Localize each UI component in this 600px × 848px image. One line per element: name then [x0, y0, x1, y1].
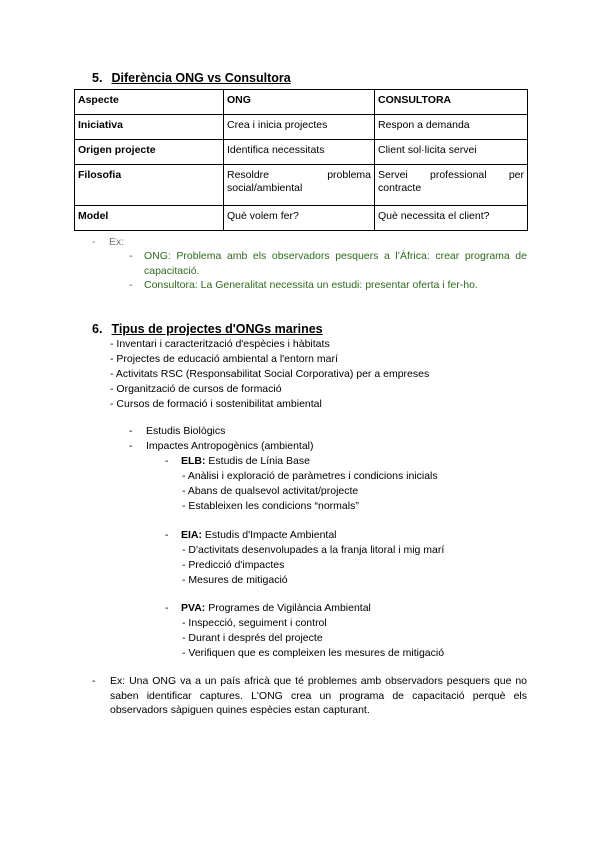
table-cell: Respon a demanda [375, 115, 528, 140]
elb-name: Estudis de Línia Base [208, 455, 310, 467]
study-type: Estudis Biològics [146, 425, 226, 437]
study-type: Impactes Antropogènics (ambiental) [146, 440, 314, 452]
table-row-label: Model [75, 206, 224, 231]
table-cell: Què volem fer? [224, 206, 375, 231]
bullet-dash: - [129, 440, 133, 452]
table-header-row [75, 90, 528, 115]
section-5-heading [92, 71, 291, 85]
section-6-heading [92, 322, 323, 336]
list-item: - Abans de qualsevol activitat/projecte [182, 485, 359, 497]
list-item: - Verifiquen que es compleixen les mesures de mitigació [182, 647, 445, 659]
list-item: - Predicció d'impactes [182, 559, 285, 571]
bullet-dash: - [129, 425, 133, 437]
table-header-cell: Aspecte [75, 90, 224, 115]
pva-abbr: PVA: [181, 602, 206, 614]
example-label: Ex: [109, 236, 125, 248]
section-6-title: Tipus de projectes d'ONGs marines [111, 322, 323, 336]
eia-abbr: EIA: [181, 529, 202, 541]
list-item: - Durant i després del projecte [182, 632, 323, 644]
bullet-dash: - [92, 236, 96, 248]
list-item: - Cursos de formació i sostenibilitat ambiental [110, 398, 322, 410]
pva-name: Programes de Vigilància Ambiental [208, 602, 371, 614]
list-item: - Activitats RSC (Responsabilitat Social Corporativa) per a empreses [110, 368, 430, 380]
table-row [75, 165, 528, 206]
table-row-label: Filosofia [75, 165, 224, 206]
eia-heading [181, 528, 337, 542]
example-ong: ONG: Problema amb els observadors pesquers a l’Àfrica: crear programa de capacitació. [144, 250, 527, 277]
table-row [75, 115, 528, 140]
list-item: - Projectes de educació ambiental a l'entorn marí [110, 353, 338, 365]
example-consultora: Consultora: La Generalitat necessita un estudi: presentar oferta i fer-ho. [144, 279, 478, 291]
table-row [75, 140, 528, 165]
bullet-dash: - [165, 455, 169, 467]
bullet-dash: - [129, 250, 133, 262]
table-cell: Crea i inicia projectes [224, 115, 375, 140]
table-row-label: Iniciativa [75, 115, 224, 140]
bullet-dash: - [165, 602, 169, 614]
eia-name: Estudis d'Impacte Ambiental [204, 529, 337, 541]
table-cell: Resoldre problema social/ambiental [224, 165, 375, 206]
table-row [75, 206, 528, 231]
table-cell: Què necessita el client? [375, 206, 528, 231]
elb-heading [181, 454, 310, 468]
comparison-table [74, 89, 528, 231]
bullet-dash: - [129, 279, 133, 291]
section-6-number: 6. [92, 322, 103, 336]
list-item: - Organització de cursos de formació [110, 383, 282, 395]
table-row-label: Origen projecte [75, 140, 224, 165]
table-cell: Servei professional per contracte [375, 165, 528, 206]
bullet-dash: - [165, 529, 169, 541]
table-cell: Client sol·licita servei [375, 140, 528, 165]
bullet-dash: - [92, 675, 96, 687]
table-header-cell: CONSULTORA [375, 90, 528, 115]
section-5-title: Diferència ONG vs Consultora [111, 71, 291, 85]
table-cell: Identifica necessitats [224, 140, 375, 165]
list-item: - D'activitats desenvolupades a la franja litoral i mig marí [182, 544, 445, 556]
list-item: - Mesures de mitigació [182, 574, 288, 586]
table-header-cell: ONG [224, 90, 375, 115]
section-5-number: 5. [92, 71, 103, 85]
pva-heading [181, 601, 371, 615]
list-item: - Estableixen les condicions “normals” [182, 500, 359, 512]
final-example: Ex: Una ONG va a un país africà que té problemes amb observadors pesquers que no saben identificar captures. L'ONG crea un programa de capacitació perquè els observadors sàpiguen quines espècies estan capturant. [110, 675, 527, 716]
elb-abbr: ELB: [181, 455, 206, 467]
list-item: - Anàlisi i exploració de paràmetres i condicions inicials [182, 470, 438, 482]
list-item: - Inspecció, seguiment i control [182, 617, 327, 629]
list-item: - Inventari i caracterització d'espècies i hàbitats [110, 338, 330, 350]
